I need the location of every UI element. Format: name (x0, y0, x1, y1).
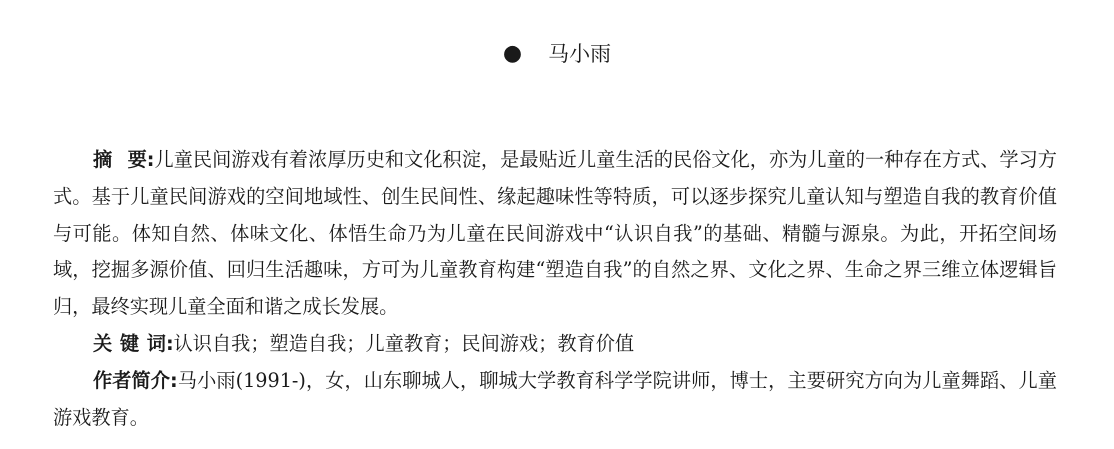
abstract-paragraph (53, 142, 1057, 326)
keywords-paragraph (53, 326, 1057, 363)
keywords-label-a: 关 (93, 331, 120, 355)
abstract-label-colon: : (146, 148, 155, 171)
author-line (0, 38, 1114, 70)
abstract-text: 儿童民间游戏有着浓厚历史和文化积淀，是最贴近儿童生活的民俗文化，亦为儿童的一种存在方式、学习方式。基于儿童民间游戏的空间地域性、创生民间性、缘起趣味性等特质，可以逐步探究儿童认知与塑造自我的教育价值与可能。体知自然、体味文化、体悟生命乃为儿童在民间游戏中“认识自我”的基础、精髓与源泉。为此，开拓空间场域，挖掘多源价值、回归生活趣味，方可为儿童教育构建“塑造自我”的自然之界、文化之界、生命之界三维立体逻辑旨归，最终实现儿童全面和谐之成长发展。 (53, 148, 1057, 319)
keywords-text: 认识自我；塑造自我；儿童教育；民间游戏；教育价值 (173, 331, 635, 355)
bio-label-colon: : (170, 368, 178, 392)
keywords-label-c: 词 (146, 331, 166, 355)
keywords-label (93, 332, 174, 355)
abstract-label-first: 摘 (93, 148, 128, 171)
article-meta (53, 142, 1057, 436)
author-name: 马小雨 (548, 42, 612, 66)
keywords-label-b: 键 (119, 331, 147, 355)
abstract-label-last: 要 (127, 148, 147, 171)
bullet-icon: ● (502, 41, 523, 66)
bio-paragraph (53, 363, 1057, 437)
abstract-label (93, 148, 154, 171)
bio-text: 马小雨(1991-)，女，山东聊城人，聊城大学教育科学学院讲师，博士，主要研究方向为儿童舞蹈、儿童游戏教育。 (53, 368, 1057, 429)
bio-label-text: 作者简介 (93, 368, 171, 392)
keywords-label-colon: : (165, 331, 174, 355)
bio-label (93, 369, 178, 392)
